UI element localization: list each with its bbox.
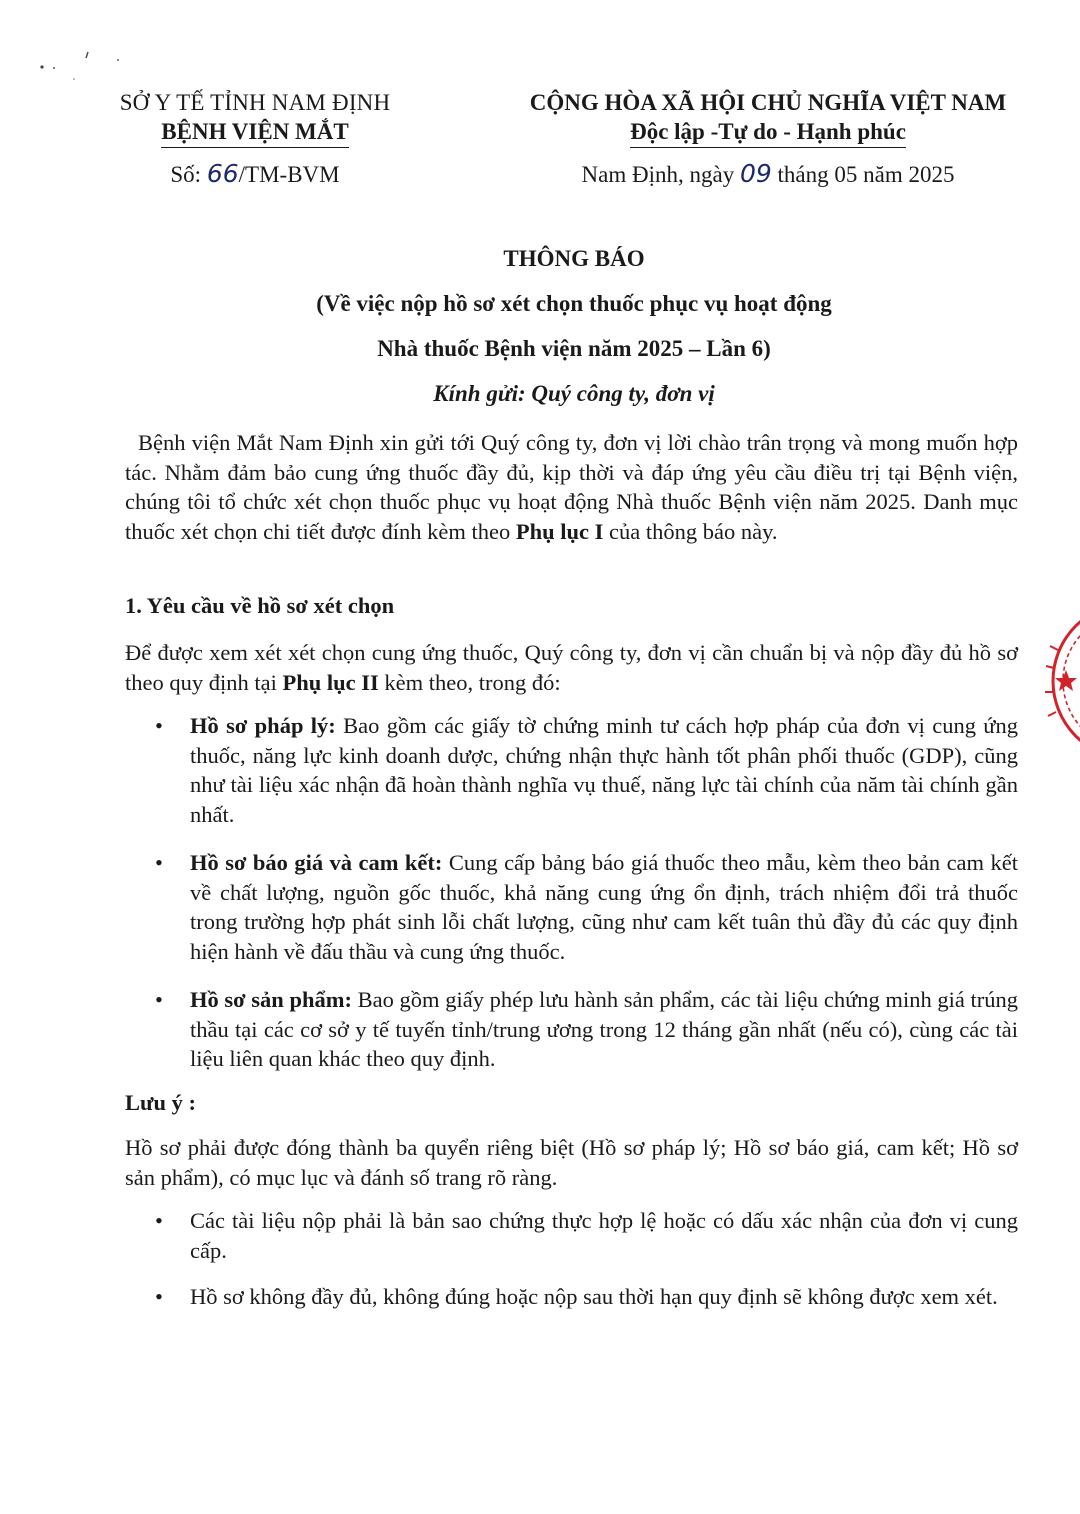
- date-prefix: Nam Định, ngày: [581, 162, 740, 187]
- item-label: Hồ sơ báo giá và cam kết:: [190, 850, 443, 875]
- item-text: Cung cấp bảng báo giá thuốc theo mẫu, kèm theo bản cam kết về chất lượng, nguồn gốc thuốc, khả năng cung ứng ổn định, trách nhiệm đổi trả thuốc trong trường hợp phát sinh lỗi chất lượng, cũng như cam kết tuân thủ đầy đủ các quy định hiện hành về đấu thầu và cung ứng thuốc.: [190, 850, 1018, 964]
- bullet-icon: •: [155, 713, 163, 738]
- bullet-icon: •: [155, 1208, 163, 1233]
- doc-no-handwritten: 66: [206, 159, 239, 188]
- requirement-list-legal: [125, 711, 1018, 829]
- item-label: Hồ sơ pháp lý:: [190, 713, 336, 738]
- prep-text: Để được xem xét xét chọn cung ứng thuốc, Quý công ty, đơn vị cần chuẩn bị và nộp đầy đủ hồ sơ theo quy định tại: [125, 640, 1018, 695]
- bullet-icon: •: [155, 1284, 163, 1309]
- note-heading: Lưu ý :: [125, 1090, 197, 1115]
- intro-text-end: của thông báo này.: [603, 518, 778, 544]
- note-list-1: [125, 1206, 1018, 1265]
- prep-text-end: kèm theo, trong đó:: [378, 669, 561, 695]
- prep-paragraph: [125, 638, 1018, 697]
- date-day-handwritten: 09: [739, 159, 772, 188]
- note-item-text: Các tài liệu nộp phải là bản sao chứng thực hợp lệ hoặc có dấu xác nhận của đơn vị cung cấp.: [190, 1208, 1018, 1263]
- item-text: Bao gồm các giấy tờ chứng minh tư cách hợp pháp của đơn vị cung ứng thuốc, năng lực kinh doanh dược, chứng nhận thực hành tốt phân phối thuốc (GDP), cũng như tài liệu xác nhận đã hoàn thành nghĩa vụ thuế, năng lực tài chính của năm tài chính gần nhất.: [190, 713, 1018, 827]
- issuer-block: [95, 88, 415, 189]
- item-text: Bao gồm giấy phép lưu hành sản phẩm, các tài liệu chứng minh giá trúng thầu tại các cơ sở y tế tuyến tỉnh/trung ương trong 12 tháng gần nhất (nếu có), cùng các tài liệu liên quan khác theo quy định.: [190, 987, 1018, 1072]
- issuer-org: SỞ Y TẾ TỈNH NAM ĐỊNH: [119, 90, 391, 115]
- note-item-text: Hồ sơ không đầy đủ, không đúng hoặc nộp sau thời hạn quy định sẽ không được xem xét.: [190, 1284, 998, 1309]
- list-item: [125, 985, 1018, 1074]
- list-item: [125, 1206, 1018, 1265]
- intro-paragraph: [125, 428, 1018, 546]
- issue-date: [488, 159, 1048, 189]
- requirement-list-product: [125, 985, 1018, 1074]
- red-seal-icon: [1036, 606, 1080, 756]
- intro-text: Bệnh viện Mắt Nam Định xin gửi tới Quý công ty, đơn vị lời chào trân trọng và mong muốn hợp tác. Nhằm đảm bảo cung ứng thuốc đầy đủ, kịp thời và đáp ứng yêu cầu điều trị tại Bệnh viện, chúng tôi tổ chức xét chọn thuốc phục vụ hoạt động Nhà thuốc Bệnh viện năm 2025. Danh mục thuốc xét chọn chi tiết được đính kèm theo: [125, 430, 1018, 544]
- bullet-icon: •: [155, 850, 163, 875]
- list-item: [125, 711, 1018, 829]
- doc-no-suffix: /TM-BVM: [238, 162, 340, 187]
- subject-line-2: Nhà thuốc Bệnh viện năm 2025 – Lần 6): [377, 336, 771, 361]
- requirement-list-quote: [125, 848, 1018, 966]
- document-number: [95, 159, 415, 189]
- recipient-line: Kính gửi: Quý công ty, đơn vị: [433, 381, 715, 406]
- bullet-icon: •: [155, 987, 163, 1012]
- scan-specks: [30, 44, 130, 84]
- list-item: [125, 1282, 1018, 1312]
- doc-no-prefix: Số:: [170, 162, 207, 187]
- nation-name: CỘNG HÒA XÃ HỘI CHỦ NGHĨA VIỆT NAM: [529, 90, 1007, 115]
- item-label: Hồ sơ sản phẩm:: [190, 987, 352, 1012]
- issuer-hospital: BỆNH VIỆN MẮT: [161, 117, 348, 148]
- national-header: [488, 88, 1048, 189]
- document-title: THÔNG BÁO: [503, 246, 645, 271]
- appendix-2-ref: Phụ lục II: [282, 669, 379, 695]
- subject-line-1: (Về việc nộp hồ sơ xét chọn thuốc phục vụ hoạt động: [316, 291, 832, 316]
- date-suffix: tháng 05 năm 2025: [771, 162, 955, 187]
- national-motto: Độc lập -Tự do - Hạnh phúc: [630, 117, 906, 148]
- list-item: [125, 848, 1018, 966]
- note-list-2: [125, 1282, 1018, 1312]
- note-paragraph: Hồ sơ phải được đóng thành ba quyển riêng biệt (Hồ sơ pháp lý; Hồ sơ báo giá, cam kết; Hồ sơ sản phẩm), có mục lục và đánh số trang rõ ràng.: [125, 1135, 1018, 1190]
- section-1-heading: 1. Yêu cầu về hồ sơ xét chọn: [125, 593, 395, 618]
- appendix-1-ref: Phụ lục I: [515, 518, 604, 544]
